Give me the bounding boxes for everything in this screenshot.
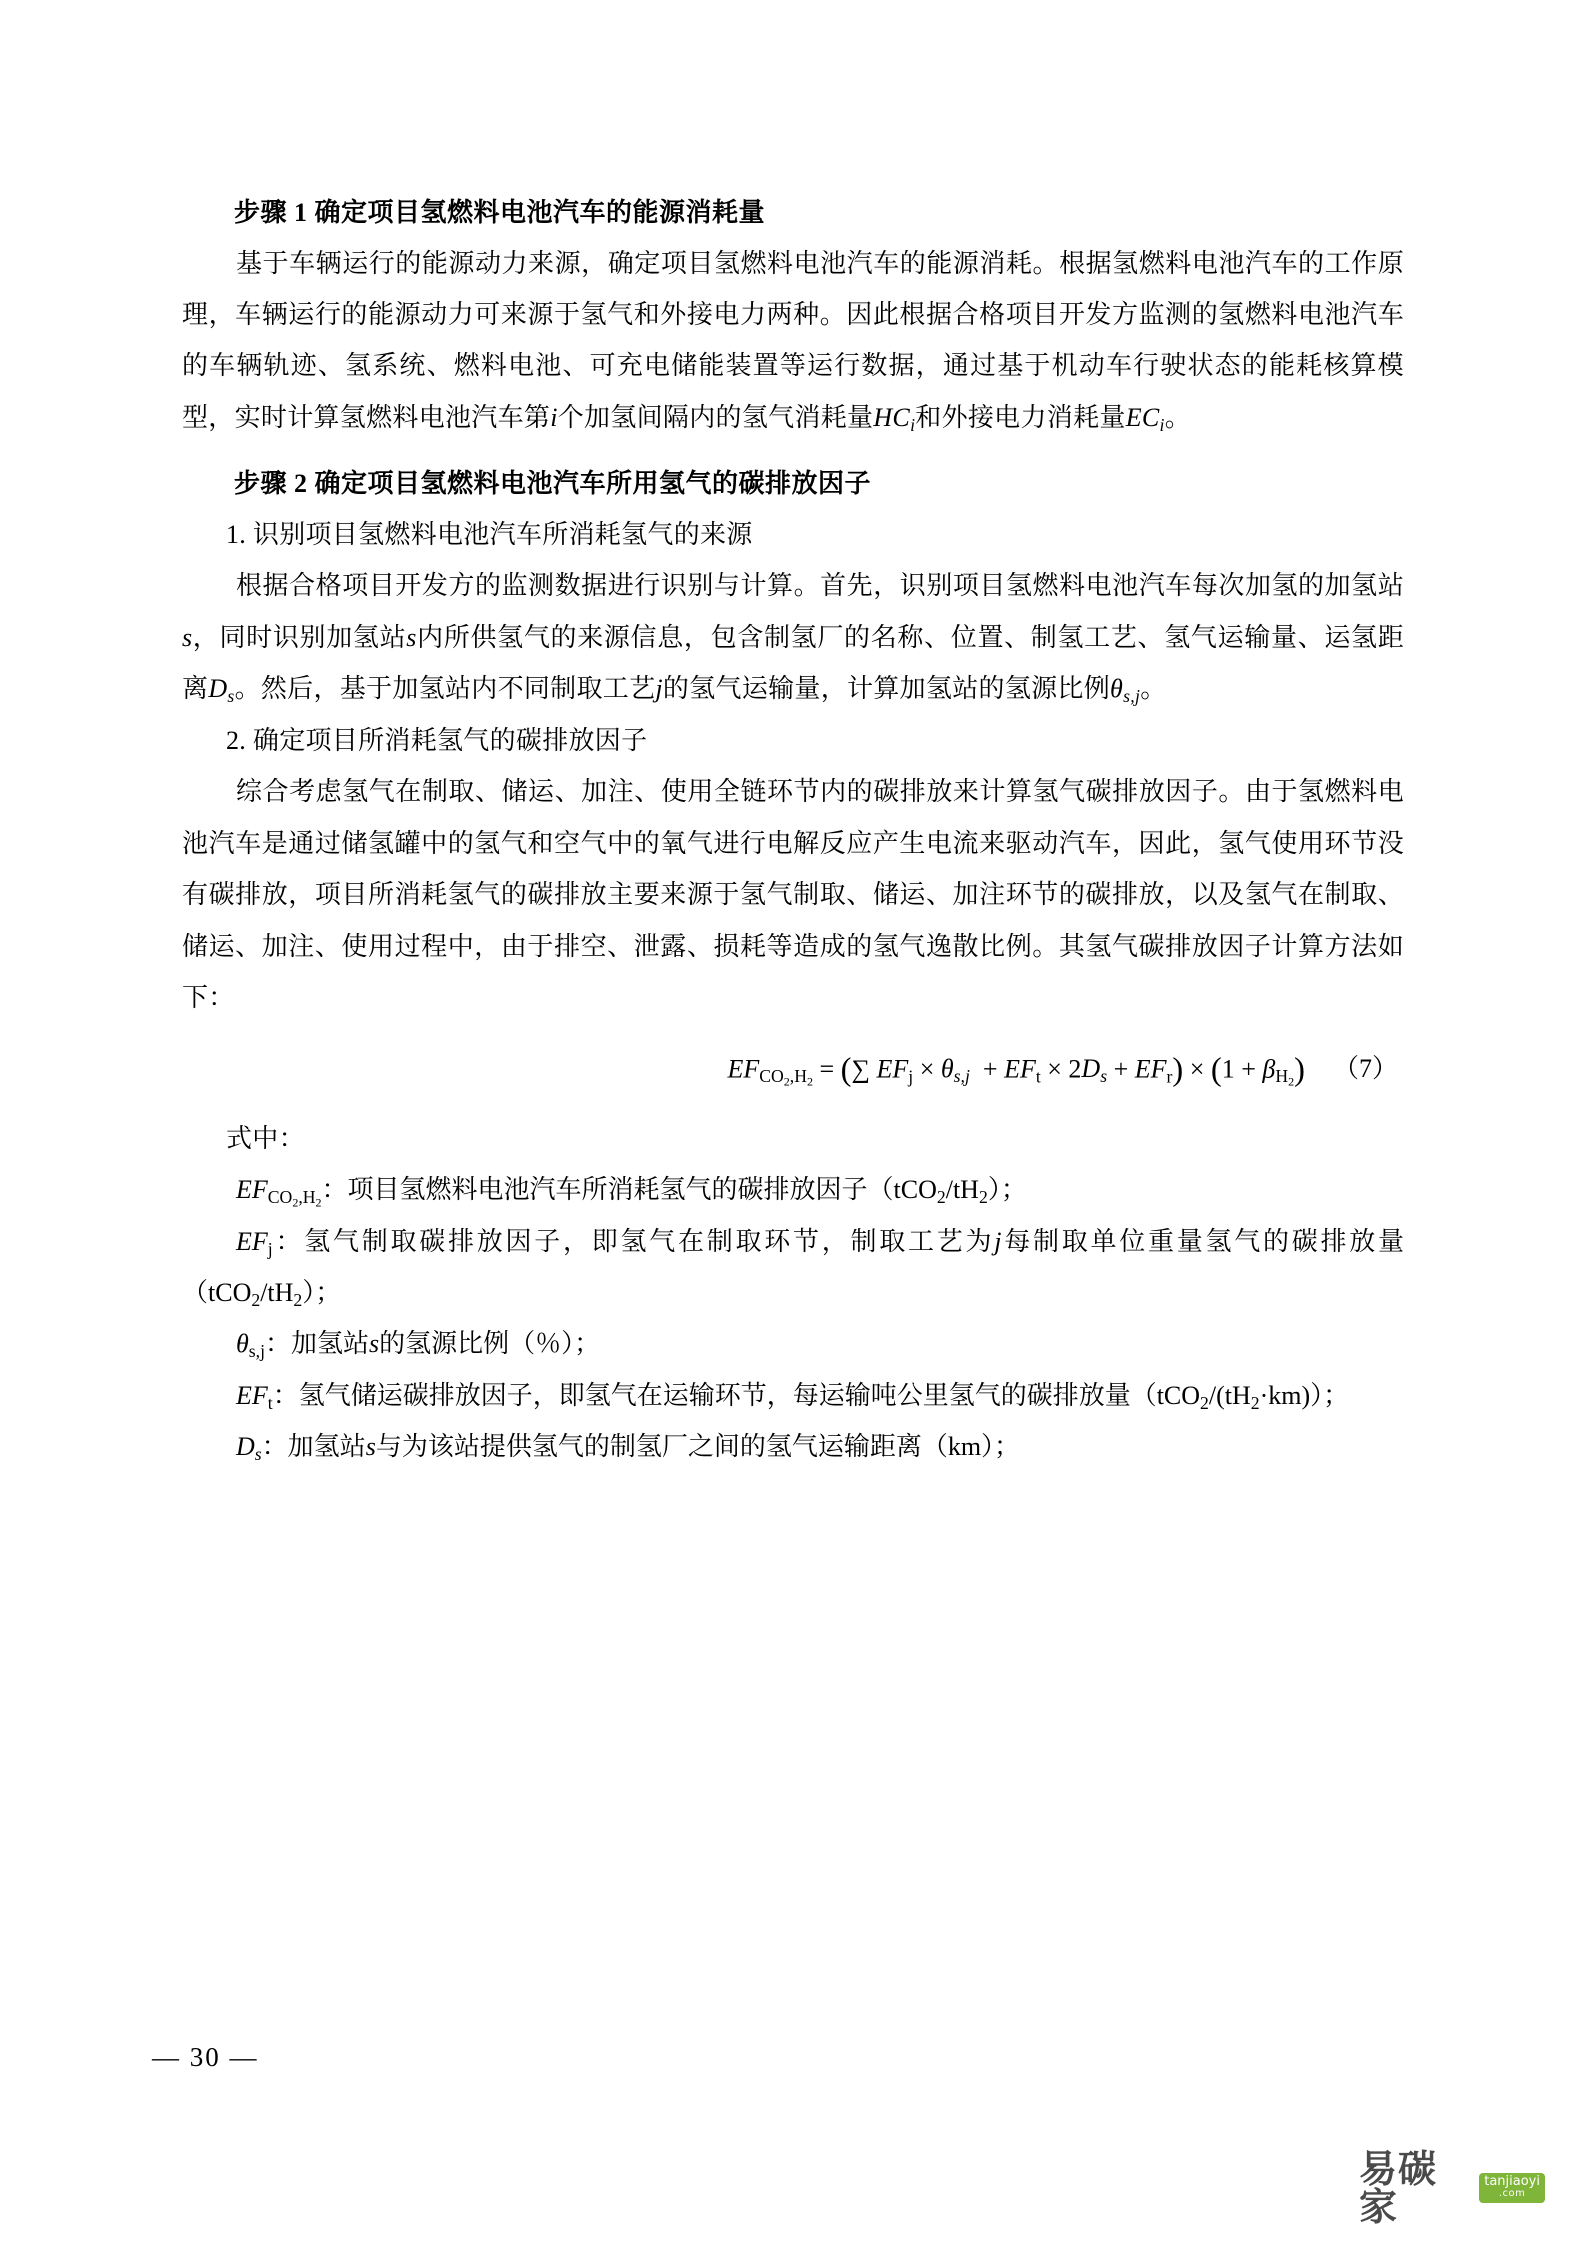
definition-item-theta-s-j: $\theta_{s,j}$：加氢站s的氢源比例（％）； xyxy=(236,1329,601,1362)
definition-item-d-s: $D_s$：加氢站s与为该站提供氢气的制氢厂之间的氢气运输距离（km）； xyxy=(236,1432,1021,1465)
watermark xyxy=(1359,2147,1545,2229)
definition-intro: 式中： xyxy=(226,1123,305,1153)
definition-item-ef-co2-h2: $EF_{CO_2,H_2}$：项目氢燃料电池汽车所消耗氢气的碳排放因子$(tCO_2/tH_2)$； xyxy=(236,1175,1027,1210)
watermark-badge-line1: tanjiaoyi xyxy=(1484,2174,1540,2190)
paragraph-step1-body: 基于车辆运行的能源动力来源，确定项目氢燃料电池汽车的能源消耗。根据氢燃料电池汽车的工作原理，车辆运行的能源动力可来源于氢气和外接电力两种。因此根据合格项目开发方监测的氢燃料电池汽车的车辆轨迹、氢系统、燃料电池、可充电储能装置等运行数据，通过基于机动车行驶状态的能耗核算模型，实时计算氢燃料电池汽车第i个加氢间隔内的氢气消耗量$HC_i$和外接电力消耗量$EC_i$。 xyxy=(182,248,1404,435)
watermark-badge-line2: .com xyxy=(1498,2188,1526,2200)
definition-item-ef-j: $EF_j$：氢气制取碳排放因子，即氢气在制取环节，制取工艺为j每制取单位重量氢气的碳排放量$(tCO_2/tH_2)$； xyxy=(182,1226,1404,1310)
page-number: — 30 — xyxy=(152,2042,259,2072)
paragraph-step2-sub1-body: 根据合格项目开发方的监测数据进行识别与计算。首先，识别项目氢燃料电池汽车每次加氢的加氢站s，同时识别加氢站s内所供氢气的来源信息，包含制氢厂的名称、位置、制氢工艺、氢气运输量、运氢距离$D_s$。然后，基于加氢站内不同制取工艺j的氢气运输量，计算加氢站的氢源比例$\theta_{s,j}$。 xyxy=(182,571,1404,707)
watermark-badge xyxy=(1479,2173,1545,2202)
page-content xyxy=(182,190,1404,1473)
paragraph-step2-sub2-title: 2. 确定项目所消耗氢气的碳排放因子 xyxy=(226,725,648,755)
formula-number: （7） xyxy=(1332,1053,1398,1083)
section-heading-step2: 步骤 2 确定项目氢燃料电池汽车所用氢气的碳排放因子 xyxy=(234,469,872,499)
formula-hydrogen-emission-factor: $EF_{CO_2,H_2}$ = (∑ $EF_j \times \theta_{s,j} + EF_t \times 2D_s + EF_r) \times (1 + \beta_{H_2})$ （7） xyxy=(727,1051,1398,1089)
definition-item-ef-t: $EF_t$：氢气储运碳排放因子，即氢气在运输环节，每运输吨公里氢气的碳排放量$(tCO_2/(tH_2\cdot km))$； xyxy=(236,1380,1350,1413)
paragraph-step2-sub2-body: 综合考虑氢气在制取、储运、加注、使用全链环节内的碳排放来计算氢气碳排放因子。由于氢燃料电池汽车是通过储氢罐中的氢气和空气中的氧气进行电解反应产生电流来驱动汽车，因此，氢气使用环节没有碳排放，项目所消耗氢气的碳排放主要来源于氢气制取、储运、加注环节的碳排放，以及氢气在制取、储运、加注、使用过程中，由于排空、泄露、损耗等造成的氢气逸散比例。其氢气碳排放因子计算方法如下： xyxy=(182,777,1404,1013)
section-heading-step1: 步骤 1 确定项目氢燃料电池汽车的能源消耗量 xyxy=(234,198,766,227)
watermark-text: 易碳家 xyxy=(1359,2147,1438,2229)
paragraph-step2-sub1-title: 1. 识别项目氢燃料电池汽车所消耗氢气的来源 xyxy=(226,519,753,549)
